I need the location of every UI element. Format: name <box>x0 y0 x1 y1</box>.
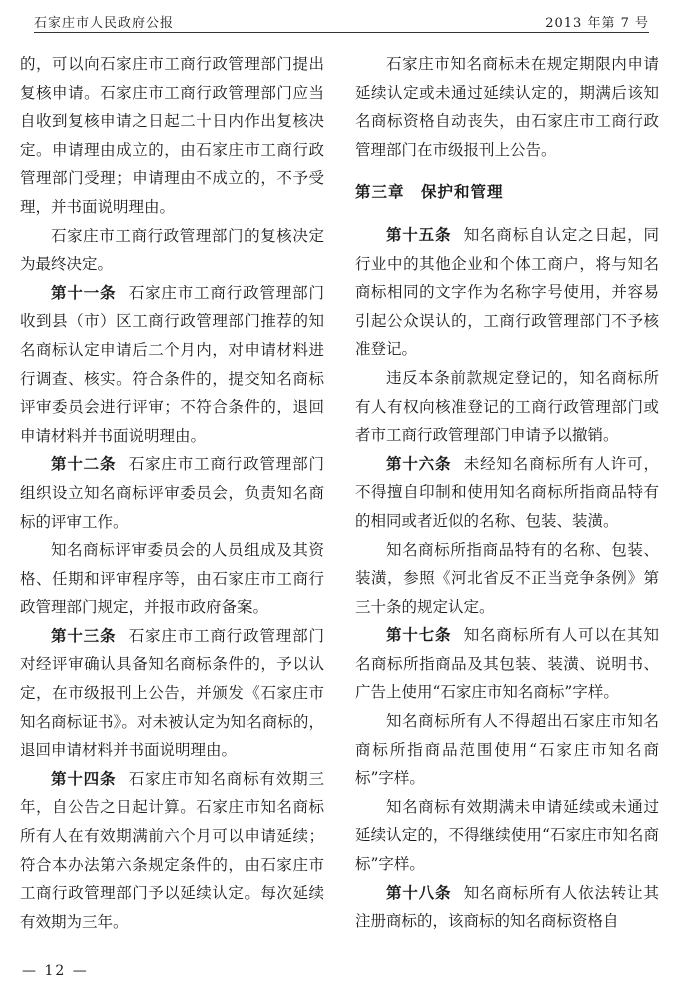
article-number: 第十五条 <box>386 224 452 244</box>
body-paragraph <box>355 50 659 164</box>
article-number: 第十三条 <box>51 625 117 645</box>
article-paragraph <box>20 622 324 765</box>
publication-title: 石家庄市人民政府公报 <box>34 16 175 31</box>
body-paragraph <box>20 536 324 622</box>
paragraph-text: 知名商标所有人可以在其知名商标所指商品及其包装、装潢、说明书、广告上使用“石家庄市知名商标”字样。 <box>355 626 659 702</box>
paragraph-text: 未经知名商标所有人许可，不得擅自印制和使用知名商标所指商品特有的相同或者近似的名称、包装、装潢。 <box>355 454 659 530</box>
body-paragraph <box>20 222 324 279</box>
page-number: — 12 — <box>22 963 89 979</box>
article-paragraph <box>355 221 659 364</box>
article-number: 第十六条 <box>386 453 452 473</box>
issue-number: 2013 年第 7 号 <box>545 16 649 31</box>
right-column <box>355 50 659 936</box>
paragraph-text: 知名商标评审委员会的人员组成及其资格、任期和评审程序等，由石家庄市工商行政管理部门规定，并报市政府备案。 <box>20 541 324 617</box>
paragraph-text: 知名商标所指商品特有的名称、包装、装潢，参照《河北省反不正当竞争条例》第三十条的规定认定。 <box>355 540 659 616</box>
body-paragraph <box>355 364 659 450</box>
article-paragraph <box>355 450 659 536</box>
article-number: 第十一条 <box>51 282 117 302</box>
article-paragraph <box>20 450 324 536</box>
article-paragraph <box>355 621 659 707</box>
body-paragraph <box>355 793 659 879</box>
paragraph-text: 知名商标有效期满未申请延续或未通过延续认定的，不得继续使用“石家庄市知名商标”字样。 <box>355 797 659 874</box>
chapter-heading: 第三章 保护和管理 <box>355 182 504 202</box>
paragraph-text: 知名商标自认定之日起，同行业中的其他企业和个体工商户，将与知名商标相同的文字作为名称字号使用，并容易引起公众误认的，工商行政管理部门不予核准登记。 <box>355 225 659 359</box>
paragraph-text: 石家庄市工商行政管理部门组织设立知名商标评审委员会，负责知名商标的评审工作。 <box>20 455 324 531</box>
article-number: 第十四条 <box>51 768 117 788</box>
article-number: 第十八条 <box>386 882 452 902</box>
article-number: 第十七条 <box>386 625 452 645</box>
left-column <box>20 50 324 936</box>
paragraph-text: 石家庄市工商行政管理部门的复核决定为最终决定。 <box>20 226 324 274</box>
paragraph-text: 石家庄市知名商标未在规定期限内申请延续认定或未通过延续认定的，期满后该知名商标资格自动丧失，由石家庄市工商行政管理部门在市级报刊上公告。 <box>355 55 659 159</box>
body-paragraph <box>355 707 659 793</box>
article-paragraph <box>355 879 659 936</box>
paragraph-text: 石家庄市知名商标有效期三年，自公告之日起计算。石家庄市知名商标所有人在有效期满前六个月可以申请延续；符合本办法第六条规定条件的，由石家庄市工商行政管理部门予以延续认定。每次延续有效期为三年。 <box>20 769 324 931</box>
article-number: 第十二条 <box>51 454 117 474</box>
paragraph-text: 违反本条前款规定登记的，知名商标所有人有权向核准登记的工商行政管理部门或者市工商行政管理部门申请予以撤销。 <box>355 368 659 445</box>
page-header <box>34 8 649 33</box>
article-paragraph <box>20 279 324 451</box>
paragraph-text: 知名商标所有人不得超出石家庄市知名商标所指商品范围使用“石家庄市知名商标”字样。 <box>355 712 659 788</box>
paragraph-text: 的，可以向石家庄市工商行政管理部门提出复核申请。石家庄市工商行政管理部门应当自收到复核申请之日起二十日内作出复核决定。申请理由成立的，由石家庄市工商行政管理部门受理；申请理由不成立的，不予受理，并书面说明理由。 <box>20 55 324 216</box>
paragraph-text: 石家庄市工商行政管理部门收到县（市）区工商行政管理部门推荐的知名商标认定申请后二个月内，对申请材料进行调查、核实。符合条件的，提交知名商标评审委员会进行评审；不符合条件的，退回申请材料并书面说明理由。 <box>20 283 324 445</box>
body-paragraph <box>355 536 659 622</box>
body-paragraph <box>20 50 324 222</box>
article-paragraph <box>20 765 324 937</box>
paragraph-text: 石家庄市工商行政管理部门对经评审确认具备知名商标条件的，予以认定，在市级报刊上公告，并颁发《石家庄市知名商标证书》。对未被认定为知名商标的，退回申请材料并书面说明理由。 <box>20 626 324 760</box>
paragraph-text: 知名商标所有人依法转让其注册商标的，该商标的知名商标资格自 <box>355 883 659 931</box>
